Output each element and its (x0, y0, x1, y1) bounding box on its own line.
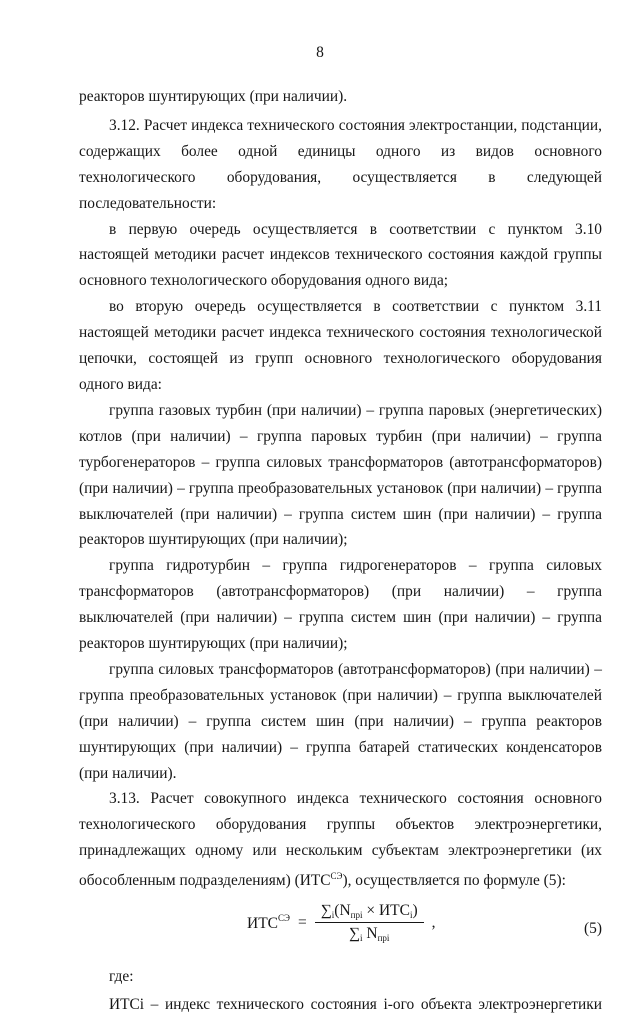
formula-numerator (315, 902, 424, 923)
formula-lhs-symbol: ИТС (247, 914, 278, 932)
formula-expression (247, 902, 436, 943)
paragraph-second-step: во вторую очередь осуществляется в соответствии с пунктом 3.11 настоящей методики расчет индекса технического состояния технологической цепочки, состоящей из групп основного технологического оборудования одного вида: (79, 298, 602, 393)
paragraph-3-13-tail: ), осуществляется по формуле (5): (342, 872, 566, 890)
formula-lhs (247, 913, 290, 933)
paragraph-3-12: 3.12. Расчет индекса технического состояния электростанции, подстанции, содержащих более одной единицы одного из видов основного технологического оборудования, осуществляется в следующей последовательности: (79, 116, 602, 212)
formula-denominator (343, 923, 395, 943)
formula-equals: = (297, 913, 307, 931)
formula-comma: , (431, 913, 436, 931)
den-sum-symbol: ∑ (348, 925, 360, 943)
page-number: 8 (316, 44, 324, 61)
formula-lhs-sup: СЭ (278, 912, 290, 923)
sum-index: i (331, 910, 335, 921)
formula-number: (5) (584, 920, 602, 938)
paragraph-continuation: реакторов шунтирующих (при наличии). (79, 88, 348, 105)
definition-itsi: ИТСi – индекс технического состояния i-ого объекта электроэнергетики (109, 996, 602, 1014)
paragraph-first-step: в первую очередь осуществляется в соответствии с пунктом 3.10 настоящей методики расчет индексов технического состояния каждой группы основного технологического оборудования одного вида; (79, 220, 602, 290)
where-label: где: (109, 968, 134, 986)
num-its: × ИТС (362, 902, 410, 920)
num-n-sub: прi (350, 910, 363, 921)
formula-5 (79, 898, 602, 958)
sum-symbol: ∑ (320, 902, 332, 920)
document-body (79, 84, 602, 1018)
paragraph-chain-thermal: группа газовых турбин (при наличии) – группа паровых (энергетических) котлов (при наличии) – группа паровых турбин (при наличии) – группа турбогенераторов – группа силовых трансформаторов (автотрансформаторов) (при наличии) – группа преобразовательных установок (при наличии) – группа выключателей (при наличии) – группа систем шин (при наличии) – группа реакторов шунтирующих (при наличии); (79, 401, 602, 549)
num-its-sub: i (409, 910, 413, 921)
paragraph-3-13-sup: СЭ (330, 871, 343, 882)
paragraph-chain-hydro: группа гидротурбин – группа гидрогенераторов – группа силовых трансформаторов (автотрансформаторов) (при наличии) – группа выключателей (при наличии) – группа систем шин (при наличии) – группа реакторов шунтирующих (при наличии); (79, 557, 602, 653)
den-sum-index: i (360, 933, 363, 944)
den-n: N (362, 925, 378, 943)
num-n: (N (334, 902, 351, 920)
paragraph-3-13 (79, 786, 602, 894)
paragraph-chain-substation: группа силовых трансформаторов (автотрансформаторов) (при наличии) – группа преобразовательных установок (при наличии) – группа выключателей (при наличии) – группа систем шин (при наличии) – группа реакторов шунтирующих (при наличии) – группа батарей статических конденсаторов (при наличии). (79, 660, 602, 782)
num-close: ) (412, 902, 418, 920)
den-n-sub: прi (377, 933, 390, 944)
formula-fraction (315, 902, 424, 943)
paragraph-3-13-text: 3.13. Расчет совокупного индекса технического состояния основного технологического оборудования группы объектов электроэнергетики, принадлежащих одному или нескольким субъектам электроэнергетики (их обособленным подразделениям) (ИТС (79, 790, 602, 890)
